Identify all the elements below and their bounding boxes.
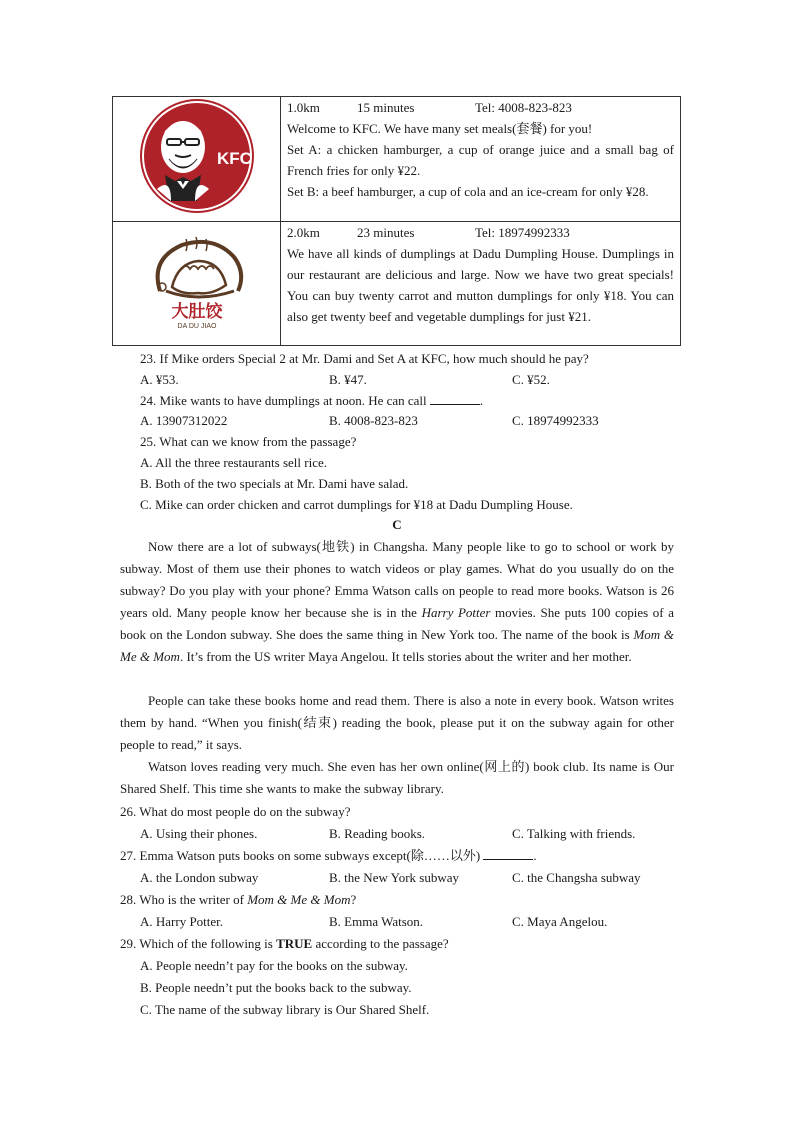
- option-28-a[interactable]: A. Harry Potter.: [140, 914, 224, 929]
- option-29-c[interactable]: C. The name of the subway library is Our Shared Shelf.: [140, 1002, 430, 1017]
- question-28-text-a: 28. Who is the writer of: [120, 892, 248, 907]
- option-25-b[interactable]: B. Both of the two specials at Mr. Dami have salad.: [140, 476, 409, 491]
- kfc-info-line: [287, 97, 674, 118]
- question-29-text-a: 29. Which of the following is: [120, 936, 277, 951]
- kfc-logo-cell: [113, 97, 281, 222]
- question-27: 27. Emma Watson puts books on some subways except(除……以外) .: [120, 848, 537, 863]
- kfc-distance: 1.0km: [287, 100, 320, 115]
- p1-part-b: movies. She puts 100 copies of a book on the London subway. She does the same thing in New York too. The name of the book is: [120, 605, 674, 642]
- answer-blank-27[interactable]: [483, 847, 533, 860]
- p1-part-a: Now there are a lot of subways(地铁) in Changsha. Many people like to go to school or work by subway. Most of them use their phones to watch videos or play games. What do you usually do on the subway? Do you play with your phone? Emma Watson calls on people to read more books. Watson is 26 years old. Many people know her because she is in the: [120, 539, 674, 620]
- question-28-text-b: ?: [350, 892, 357, 907]
- option-26-b[interactable]: B. Reading books.: [329, 826, 426, 841]
- kfc-time: 15 minutes: [357, 100, 415, 115]
- passage-paragraph-3: Watson loves reading very much. She even has her own online(网上的) book club. Its name is Our Shared Shelf. This time she wants to make the subway library.: [120, 759, 674, 796]
- dadu-ad-text: [281, 222, 681, 346]
- question-24-text: 24. Mike wants to have dumplings at noon. He can call: [140, 393, 427, 408]
- question-26: 26. What do most people do on the subway?: [120, 804, 351, 819]
- option-25-c[interactable]: C. Mike can order chicken and carrot dumplings for ¥18 at Dadu Dumpling House.: [140, 497, 573, 512]
- restaurant-ads-table: [112, 96, 681, 346]
- option-29-a[interactable]: A. People needn’t pay for the books on the subway.: [140, 958, 408, 973]
- option-24-b[interactable]: B. 4008-823-823: [329, 413, 418, 428]
- option-24-a[interactable]: A. 13907312022: [140, 413, 228, 428]
- kfc-line-3: Set B: a beef hamburger, a cup of cola and an ice-cream for only ¥28.: [287, 184, 649, 199]
- option-24-c[interactable]: C. 18974992333: [512, 413, 599, 428]
- option-27-c[interactable]: C. the Changsha subway: [512, 870, 641, 885]
- option-26-c[interactable]: C. Talking with friends.: [512, 826, 636, 841]
- question-25: 25. What can we know from the passage?: [140, 434, 357, 449]
- ad-row-dadu: [113, 222, 681, 346]
- dumpling-logo-icon: [142, 229, 252, 333]
- option-27-b[interactable]: B. the New York subway: [329, 870, 459, 885]
- kfc-ad-text: [281, 97, 681, 222]
- dadu-description: We have all kinds of dumplings at Dadu Dumpling House. Dumplings in our restaurant are delicious and large. Now we have two great specials! You can buy twenty carrot and mutton dumplings for only ¥18. You can also get twenty beef and vegetable dumplings for just ¥21.: [287, 246, 674, 324]
- question-28-book-title: Mom & Me & Mom: [247, 892, 351, 907]
- passage-paragraph-1: [120, 536, 674, 668]
- question-27-text: 27. Emma Watson puts books on some subways except(除……以外): [120, 848, 481, 863]
- section-c-title: C: [392, 517, 402, 532]
- question-28: [120, 889, 665, 910]
- option-23-a[interactable]: A. ¥53.: [140, 372, 179, 387]
- option-23-b[interactable]: B. ¥47.: [329, 372, 367, 387]
- question-29-true-keyword: TRUE: [276, 936, 313, 951]
- dadu-distance: 2.0km: [287, 225, 320, 240]
- question-24: 24. Mike wants to have dumplings at noon. He can call .: [140, 393, 484, 408]
- option-29-b[interactable]: B. People needn’t put the books back to the subway.: [140, 980, 412, 995]
- option-26-a[interactable]: A. Using their phones.: [140, 826, 258, 841]
- question-29-text-b: according to the passage?: [312, 936, 449, 951]
- question-23: 23. If Mike orders Special 2 at Mr. Dami and Set A at KFC, how much should he pay?: [140, 351, 589, 366]
- answer-blank-24[interactable]: [430, 392, 480, 405]
- ad-row-kfc: [113, 97, 681, 222]
- kfc-logo-icon: [135, 97, 259, 215]
- passage-paragraph-2: People can take these books home and read them. There is also a note in every book. Watson writes them by hand. “When you finish(结束) reading the book, please put it on the subway again for other people to read,” it says.: [120, 693, 674, 752]
- kfc-line-1: Welcome to KFC. We have many set meals(套餐) for you!: [287, 121, 593, 136]
- dadu-info-line: [287, 222, 674, 243]
- p1-italic-harry-potter: Harry Potter: [421, 605, 491, 620]
- kfc-tel: Tel: 4008-823-823: [475, 100, 572, 115]
- kfc-logo-text: KFC: [216, 149, 252, 168]
- option-23-c[interactable]: C. ¥52.: [512, 372, 550, 387]
- option-25-a[interactable]: A. All the three restaurants sell rice.: [140, 455, 327, 470]
- option-27-a[interactable]: A. the London subway: [140, 870, 259, 885]
- p1-italic-book-title: Mom & Me & Mom: [120, 627, 674, 664]
- dadu-logo-subtext: DA DU JIAO: [177, 322, 216, 330]
- option-28-c[interactable]: C. Maya Angelou.: [512, 914, 608, 929]
- question-29: [120, 933, 665, 954]
- dadu-logo-text: 大肚饺: [171, 301, 222, 322]
- kfc-line-2: Set A: a chicken hamburger, a cup of orange juice and a small bag of French fries for only ¥22.: [287, 142, 674, 178]
- dadu-time: 23 minutes: [357, 225, 415, 240]
- dadu-logo-cell: [113, 222, 281, 346]
- p1-part-c: . It’s from the US writer Maya Angelou. It tells stories about the writer and her mother.: [179, 649, 632, 664]
- option-28-b[interactable]: B. Emma Watson.: [329, 914, 424, 929]
- dadu-tel: Tel: 18974992333: [475, 225, 570, 240]
